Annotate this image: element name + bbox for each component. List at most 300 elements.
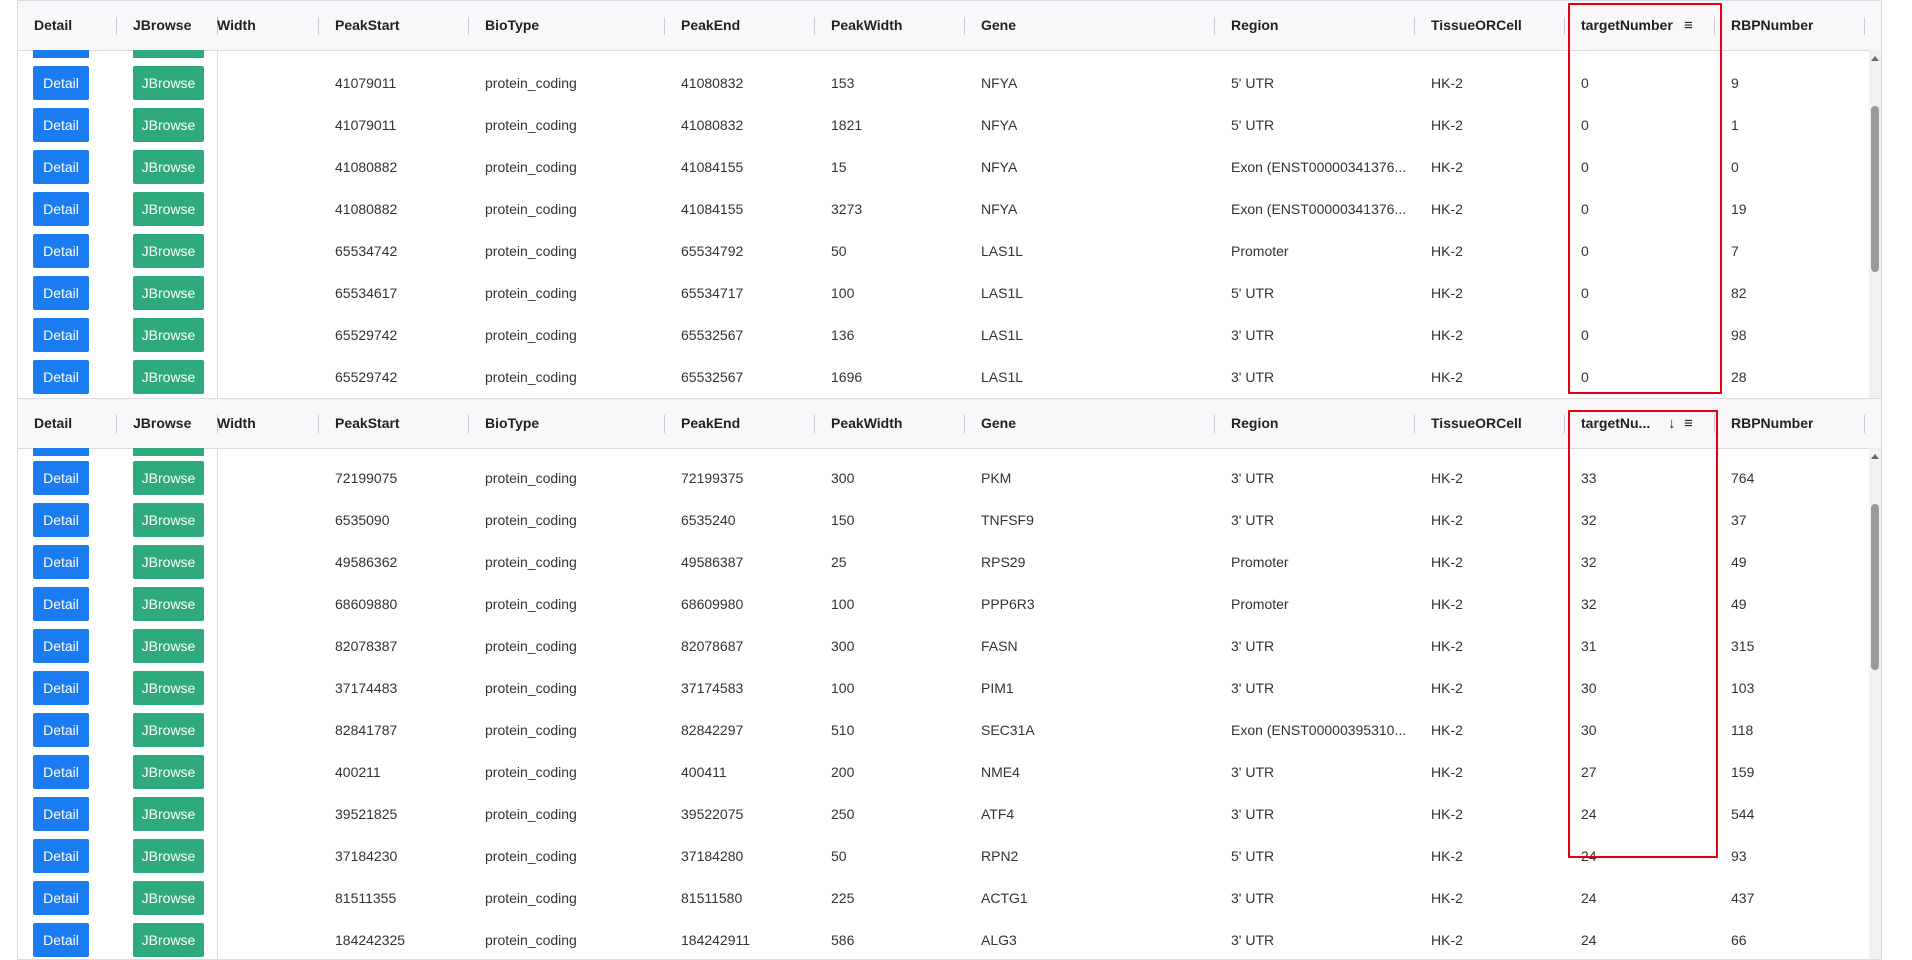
- gene-cell: PKM: [981, 470, 1012, 486]
- target-number-cell: 24: [1581, 848, 1597, 864]
- rbp-number-cell: 437: [1731, 890, 1755, 906]
- tissue-cell: HK-2: [1431, 638, 1463, 654]
- table-row[interactable]: [18, 919, 1868, 960]
- peak-end-cell: 39522075: [681, 806, 744, 822]
- jbrowse-button[interactable]: JBrowse: [133, 318, 204, 352]
- rbp-number-cell: 315: [1731, 638, 1755, 654]
- gene-cell: PPP6R3: [981, 596, 1035, 612]
- table-row[interactable]: [18, 457, 1868, 500]
- column-resizer[interactable]: [664, 415, 665, 433]
- detail-button-partial[interactable]: [33, 50, 89, 58]
- tissue-cell: HK-2: [1431, 369, 1463, 385]
- jbrowse-button[interactable]: JBrowse: [133, 66, 204, 100]
- target-number-cell: 31: [1581, 638, 1597, 654]
- target-number-cell: 32: [1581, 554, 1597, 570]
- region-cell: Exon (ENST00000395310...: [1231, 722, 1406, 738]
- scrollbar-thumb[interactable]: [1871, 504, 1879, 670]
- bio-type-cell: protein_coding: [485, 159, 577, 175]
- peak-end-cell: 41080832: [681, 117, 744, 133]
- region-cell: 3' UTR: [1231, 470, 1275, 486]
- jbrowse-button-partial[interactable]: [133, 50, 204, 58]
- region-cell: 5' UTR: [1231, 285, 1275, 301]
- region-cell: 3' UTR: [1231, 932, 1275, 948]
- target-number-cell: 24: [1581, 932, 1597, 948]
- header-gene[interactable]: Gene: [981, 17, 1017, 33]
- bio-type-cell: protein_coding: [485, 890, 577, 906]
- peak-width-cell: 3273: [831, 201, 863, 217]
- table-row[interactable]: [18, 62, 1868, 105]
- bio-type-cell: protein_coding: [485, 722, 577, 738]
- scroll-up-arrow-icon[interactable]: [1871, 56, 1879, 61]
- peak-start-cell: 72199075: [335, 470, 398, 486]
- header-peak-width[interactable]: PeakWidth: [831, 17, 903, 33]
- target-number-cell: 0: [1581, 75, 1589, 91]
- bio-type-cell: protein_coding: [485, 638, 577, 654]
- detail-button[interactable]: Detail: [33, 503, 89, 537]
- table-row[interactable]: [18, 877, 1868, 920]
- jbrowse-button[interactable]: JBrowse: [133, 192, 204, 226]
- rbp-number-cell: 19: [1731, 201, 1747, 217]
- peak-end-cell: 41080832: [681, 75, 744, 91]
- peak-start-cell: 39521825: [335, 806, 398, 822]
- target-number-cell: 0: [1581, 159, 1589, 175]
- rbp-number-cell: 66: [1731, 932, 1747, 948]
- peak-width-cell: 586: [831, 932, 855, 948]
- region-cell: 5' UTR: [1231, 75, 1275, 91]
- tissue-cell: HK-2: [1431, 201, 1463, 217]
- pinned-column-divider: [217, 457, 218, 499]
- detail-button[interactable]: Detail: [33, 587, 89, 621]
- gene-cell: LAS1L: [981, 369, 1024, 385]
- jbrowse-button-partial[interactable]: [133, 448, 204, 456]
- bottom-results-grid: [17, 398, 1882, 960]
- target-number-cell: 33: [1581, 470, 1597, 486]
- peak-width-cell: 300: [831, 470, 855, 486]
- peak-end-cell: 41084155: [681, 159, 744, 175]
- target-number-cell: 0: [1581, 201, 1589, 217]
- header-peak-end[interactable]: PeakEnd: [681, 17, 741, 33]
- peak-end-cell: 37174583: [681, 680, 744, 696]
- tissue-cell: HK-2: [1431, 680, 1463, 696]
- scrollbar-thumb[interactable]: [1871, 106, 1879, 272]
- peak-width-cell: 50: [831, 243, 847, 259]
- pinned-column-divider: [217, 625, 218, 667]
- pinned-column-divider: [217, 146, 218, 188]
- column-menu-icon[interactable]: ≡: [1684, 415, 1693, 432]
- table-row[interactable]: [18, 499, 1868, 542]
- detail-button[interactable]: Detail: [33, 108, 89, 142]
- detail-button[interactable]: Detail: [33, 192, 89, 226]
- header-gene[interactable]: Gene: [981, 415, 1017, 431]
- detail-button[interactable]: Detail: [33, 545, 89, 579]
- peak-start-cell: 65534617: [335, 285, 398, 301]
- bio-type-cell: protein_coding: [485, 117, 577, 133]
- jbrowse-button[interactable]: JBrowse: [133, 360, 204, 394]
- detail-button[interactable]: Detail: [33, 671, 89, 705]
- table-row[interactable]: [18, 667, 1868, 710]
- jbrowse-button[interactable]: JBrowse: [133, 923, 204, 957]
- header-tissue[interactable]: TissueORCell: [1431, 415, 1522, 431]
- peak-start-cell: 41079011: [335, 117, 397, 133]
- header-peak-width[interactable]: PeakWidth: [831, 415, 903, 431]
- peak-end-cell: 68609980: [681, 596, 744, 612]
- target-number-cell: 0: [1581, 285, 1589, 301]
- header-jbrowse[interactable]: JBrowse: [133, 17, 192, 33]
- column-resizer[interactable]: [468, 415, 469, 433]
- table-row[interactable]: [18, 751, 1868, 794]
- peak-width-cell: 153: [831, 75, 855, 91]
- gene-cell: LAS1L: [981, 285, 1024, 301]
- column-resizer[interactable]: [1414, 415, 1415, 433]
- column-resizer[interactable]: [964, 17, 965, 35]
- table-row[interactable]: [18, 104, 1868, 147]
- peak-end-cell: 82842297: [681, 722, 744, 738]
- jbrowse-button[interactable]: JBrowse: [133, 881, 204, 915]
- gene-cell: ATF4: [981, 806, 1015, 822]
- column-resizer[interactable]: [1564, 415, 1565, 433]
- header-peak-start[interactable]: PeakStart: [335, 415, 400, 431]
- peak-end-cell: 72199375: [681, 470, 744, 486]
- rbp-number-cell: 1: [1731, 117, 1739, 133]
- detail-button[interactable]: Detail: [33, 881, 89, 915]
- jbrowse-button[interactable]: JBrowse: [133, 587, 204, 621]
- pinned-column-divider: [217, 793, 218, 835]
- region-cell: Promoter: [1231, 554, 1289, 570]
- jbrowse-button[interactable]: JBrowse: [133, 629, 204, 663]
- gene-cell: NFYA: [981, 75, 1018, 91]
- detail-button[interactable]: Detail: [33, 66, 89, 100]
- region-cell: 3' UTR: [1231, 764, 1275, 780]
- gene-cell: TNFSF9: [981, 512, 1034, 528]
- rbp-number-cell: 49: [1731, 554, 1747, 570]
- column-resizer[interactable]: [318, 17, 319, 35]
- tissue-cell: HK-2: [1431, 722, 1463, 738]
- jbrowse-button[interactable]: JBrowse: [133, 276, 204, 310]
- jbrowse-button[interactable]: JBrowse: [133, 839, 204, 873]
- peak-start-cell: 82078387: [335, 638, 398, 654]
- detail-button-partial[interactable]: [33, 448, 89, 456]
- peak-width-cell: 100: [831, 285, 855, 301]
- pinned-column-divider: [217, 104, 218, 146]
- column-resizer[interactable]: [116, 415, 117, 433]
- target-number-cell: 0: [1581, 117, 1589, 133]
- header-bio-type[interactable]: BioType: [485, 415, 540, 431]
- jbrowse-button[interactable]: JBrowse: [133, 108, 204, 142]
- detail-button[interactable]: Detail: [33, 318, 89, 352]
- bio-type-cell: protein_coding: [485, 680, 577, 696]
- header-detail[interactable]: Detail: [34, 415, 73, 431]
- peak-start-cell: 37174483: [335, 680, 398, 696]
- rbp-number-cell: 28: [1731, 369, 1747, 385]
- rbp-number-cell: 82: [1731, 285, 1747, 301]
- bio-type-cell: protein_coding: [485, 512, 577, 528]
- pinned-column-divider: [217, 583, 218, 625]
- header-jbrowse[interactable]: JBrowse: [133, 415, 192, 431]
- rbp-number-cell: 118: [1731, 722, 1754, 738]
- rbp-number-cell: 93: [1731, 848, 1747, 864]
- detail-button[interactable]: Detail: [33, 276, 89, 310]
- rbp-number-cell: 103: [1731, 680, 1755, 696]
- scroll-up-arrow-icon[interactable]: [1871, 454, 1879, 459]
- target-number-cell: 0: [1581, 327, 1589, 343]
- column-resizer[interactable]: [1714, 415, 1715, 433]
- top-results-grid: [17, 0, 1882, 399]
- table-row[interactable]: [18, 625, 1868, 668]
- table-row[interactable]: [18, 583, 1868, 626]
- pinned-column-divider: [217, 541, 218, 583]
- header-bio-type[interactable]: BioType: [485, 17, 540, 33]
- region-cell: 3' UTR: [1231, 512, 1275, 528]
- peak-start-cell: 65529742: [335, 369, 398, 385]
- rbp-number-cell: 544: [1731, 806, 1755, 822]
- table-row[interactable]: [18, 314, 1868, 357]
- column-resizer[interactable]: [1564, 17, 1565, 35]
- bio-type-cell: protein_coding: [485, 848, 577, 864]
- peak-end-cell: 37184280: [681, 848, 744, 864]
- detail-button[interactable]: Detail: [33, 629, 89, 663]
- region-cell: Promoter: [1231, 243, 1289, 259]
- top-grid-header: [18, 1, 1881, 51]
- bio-type-cell: protein_coding: [485, 369, 577, 385]
- header-peak-start[interactable]: PeakStart: [335, 17, 400, 33]
- target-number-cell: 32: [1581, 596, 1597, 612]
- target-number-cell: 0: [1581, 369, 1589, 385]
- gene-cell: PIM1: [981, 680, 1014, 696]
- jbrowse-button[interactable]: JBrowse: [133, 234, 204, 268]
- gene-cell: LAS1L: [981, 327, 1024, 343]
- detail-button[interactable]: Detail: [33, 461, 89, 495]
- peak-start-cell: 68609880: [335, 596, 398, 612]
- pinned-column-divider: [217, 709, 218, 751]
- tissue-cell: HK-2: [1431, 554, 1463, 570]
- peak-end-cell: 65534792: [681, 243, 744, 259]
- tissue-cell: HK-2: [1431, 932, 1463, 948]
- tissue-cell: HK-2: [1431, 327, 1463, 343]
- region-cell: Exon (ENST00000341376...: [1231, 201, 1406, 217]
- peak-end-cell: 41084155: [681, 201, 744, 217]
- column-resizer[interactable]: [664, 17, 665, 35]
- header-peak-width-partial[interactable]: Width: [217, 415, 256, 431]
- peak-end-cell: 184242911: [681, 932, 751, 948]
- table-row[interactable]: [18, 272, 1868, 315]
- detail-button[interactable]: Detail: [33, 360, 89, 394]
- column-resizer[interactable]: [814, 415, 815, 433]
- region-cell: 3' UTR: [1231, 369, 1275, 385]
- rbp-number-cell: 98: [1731, 327, 1747, 343]
- bio-type-cell: protein_coding: [485, 470, 577, 486]
- table-row[interactable]: [18, 188, 1868, 231]
- region-cell: 3' UTR: [1231, 890, 1275, 906]
- header-rbp-number[interactable]: RBPNumber: [1731, 415, 1814, 431]
- target-number-cell: 27: [1581, 764, 1597, 780]
- peak-end-cell: 65532567: [681, 369, 744, 385]
- rbp-number-cell: 7: [1731, 243, 1739, 259]
- peak-width-cell: 136: [831, 327, 855, 343]
- tissue-cell: HK-2: [1431, 470, 1463, 486]
- target-number-cell: 0: [1581, 243, 1589, 259]
- bottom-grid-header: [18, 399, 1881, 449]
- pinned-column-divider: [217, 667, 218, 709]
- peak-start-cell: 41079011: [335, 75, 397, 91]
- tissue-cell: HK-2: [1431, 243, 1463, 259]
- region-cell: 3' UTR: [1231, 680, 1275, 696]
- table-row[interactable]: [18, 541, 1868, 584]
- rbp-number-cell: 0: [1731, 159, 1739, 175]
- peak-width-cell: 50: [831, 848, 847, 864]
- header-rbp-number[interactable]: RBPNumber: [1731, 17, 1814, 33]
- tissue-cell: HK-2: [1431, 848, 1463, 864]
- peak-width-cell: 100: [831, 680, 855, 696]
- peak-start-cell: 37184230: [335, 848, 398, 864]
- column-resizer[interactable]: [814, 17, 815, 35]
- peak-start-cell: 41080882: [335, 201, 398, 217]
- bio-type-cell: protein_coding: [485, 75, 577, 91]
- pinned-column-divider: [217, 835, 218, 877]
- rbp-number-cell: 49: [1731, 596, 1747, 612]
- detail-button[interactable]: Detail: [33, 755, 89, 789]
- bio-type-cell: protein_coding: [485, 327, 577, 343]
- peak-width-cell: 200: [831, 764, 855, 780]
- rbp-number-cell: 764: [1731, 470, 1755, 486]
- peak-width-cell: 15: [831, 159, 847, 175]
- bio-type-cell: protein_coding: [485, 285, 577, 301]
- rbp-number-cell: 37: [1731, 512, 1747, 528]
- region-cell: 3' UTR: [1231, 806, 1275, 822]
- peak-start-cell: 82841787: [335, 722, 398, 738]
- column-resizer[interactable]: [1214, 17, 1215, 35]
- tissue-cell: HK-2: [1431, 596, 1463, 612]
- column-resizer[interactable]: [468, 17, 469, 35]
- pinned-column-divider: [217, 230, 218, 272]
- header-region[interactable]: Region: [1231, 415, 1279, 431]
- pinned-column-divider: [217, 188, 218, 230]
- region-cell: Promoter: [1231, 596, 1289, 612]
- peak-width-cell: 250: [831, 806, 855, 822]
- region-cell: 3' UTR: [1231, 327, 1275, 343]
- region-cell: 5' UTR: [1231, 117, 1275, 133]
- jbrowse-button[interactable]: JBrowse: [133, 461, 204, 495]
- jbrowse-button[interactable]: JBrowse: [133, 503, 204, 537]
- header-region[interactable]: Region: [1231, 17, 1279, 33]
- peak-end-cell: 65532567: [681, 327, 744, 343]
- table-row[interactable]: [18, 835, 1868, 878]
- gene-cell: NFYA: [981, 201, 1018, 217]
- peak-start-cell: 49586362: [335, 554, 398, 570]
- gene-cell: LAS1L: [981, 243, 1024, 259]
- pinned-column-divider: [217, 499, 218, 541]
- peak-end-cell: 49586387: [681, 554, 744, 570]
- pinned-column-divider: [217, 272, 218, 314]
- column-resizer[interactable]: [1414, 17, 1415, 35]
- detail-button[interactable]: Detail: [33, 713, 89, 747]
- header-peak-width-partial[interactable]: Width: [217, 17, 256, 33]
- vertical-scrollbar[interactable]: [1869, 448, 1881, 959]
- column-resizer[interactable]: [1714, 17, 1715, 35]
- column-resizer[interactable]: [116, 17, 117, 35]
- detail-button[interactable]: Detail: [33, 234, 89, 268]
- gene-cell: ALG3: [981, 932, 1017, 948]
- pinned-column-divider: [217, 62, 218, 104]
- header-detail[interactable]: Detail: [34, 17, 73, 33]
- column-resizer[interactable]: [318, 415, 319, 433]
- peak-width-cell: 300: [831, 638, 855, 654]
- tissue-cell: HK-2: [1431, 806, 1463, 822]
- tissue-cell: HK-2: [1431, 159, 1463, 175]
- target-number-cell: 24: [1581, 890, 1597, 906]
- bio-type-cell: protein_coding: [485, 932, 577, 948]
- peak-start-cell: 65534742: [335, 243, 398, 259]
- header-target-number[interactable]: targetNumber: [1581, 17, 1673, 33]
- detail-button[interactable]: Detail: [33, 797, 89, 831]
- column-resizer[interactable]: [964, 415, 965, 433]
- detail-button[interactable]: Detail: [33, 923, 89, 957]
- table-row[interactable]: [18, 146, 1868, 189]
- pinned-column-divider: [217, 919, 218, 960]
- region-cell: 3' UTR: [1231, 638, 1275, 654]
- target-number-cell: 32: [1581, 512, 1597, 528]
- column-resizer[interactable]: [1864, 17, 1865, 35]
- peak-start-cell: 184242325: [335, 932, 406, 948]
- tissue-cell: HK-2: [1431, 890, 1463, 906]
- peak-start-cell: 81511355: [335, 890, 397, 906]
- sort-descending-icon[interactable]: ↓: [1668, 415, 1676, 432]
- header-peak-end[interactable]: PeakEnd: [681, 415, 741, 431]
- bio-type-cell: protein_coding: [485, 806, 577, 822]
- pinned-column-divider: [217, 314, 218, 356]
- region-cell: Exon (ENST00000341376...: [1231, 159, 1406, 175]
- table-row[interactable]: [18, 230, 1868, 273]
- peak-start-cell: 6535090: [335, 512, 390, 528]
- gene-cell: RPS29: [981, 554, 1026, 570]
- detail-button[interactable]: Detail: [33, 150, 89, 184]
- gene-cell: ACTG1: [981, 890, 1028, 906]
- detail-button[interactable]: Detail: [33, 839, 89, 873]
- column-resizer[interactable]: [1214, 415, 1215, 433]
- bio-type-cell: protein_coding: [485, 554, 577, 570]
- peak-width-cell: 25: [831, 554, 847, 570]
- table-row[interactable]: [18, 793, 1868, 836]
- bio-type-cell: protein_coding: [485, 201, 577, 217]
- peak-end-cell: 82078687: [681, 638, 744, 654]
- target-number-cell: 24: [1581, 806, 1597, 822]
- tissue-cell: HK-2: [1431, 512, 1463, 528]
- column-resizer[interactable]: [1864, 415, 1865, 433]
- jbrowse-button[interactable]: JBrowse: [133, 150, 204, 184]
- header-tissue[interactable]: TissueORCell: [1431, 17, 1522, 33]
- region-cell: 5' UTR: [1231, 848, 1275, 864]
- peak-start-cell: 400211: [335, 764, 381, 780]
- peak-end-cell: 65534717: [681, 285, 744, 301]
- jbrowse-button[interactable]: JBrowse: [133, 755, 204, 789]
- tissue-cell: HK-2: [1431, 285, 1463, 301]
- vertical-scrollbar[interactable]: [1869, 50, 1881, 398]
- header-target-number[interactable]: targetNu...: [1581, 415, 1651, 431]
- tissue-cell: HK-2: [1431, 117, 1463, 133]
- peak-start-cell: 65529742: [335, 327, 398, 343]
- jbrowse-button[interactable]: JBrowse: [133, 671, 204, 705]
- gene-cell: SEC31A: [981, 722, 1035, 738]
- column-menu-icon[interactable]: ≡: [1684, 17, 1693, 34]
- jbrowse-button[interactable]: JBrowse: [133, 713, 204, 747]
- gene-cell: NFYA: [981, 117, 1018, 133]
- peak-end-cell: 400411: [681, 764, 727, 780]
- jbrowse-button[interactable]: JBrowse: [133, 545, 204, 579]
- peak-width-cell: 225: [831, 890, 855, 906]
- target-number-cell: 30: [1581, 722, 1597, 738]
- jbrowse-button[interactable]: JBrowse: [133, 797, 204, 831]
- table-row[interactable]: [18, 709, 1868, 752]
- table-row[interactable]: [18, 356, 1868, 399]
